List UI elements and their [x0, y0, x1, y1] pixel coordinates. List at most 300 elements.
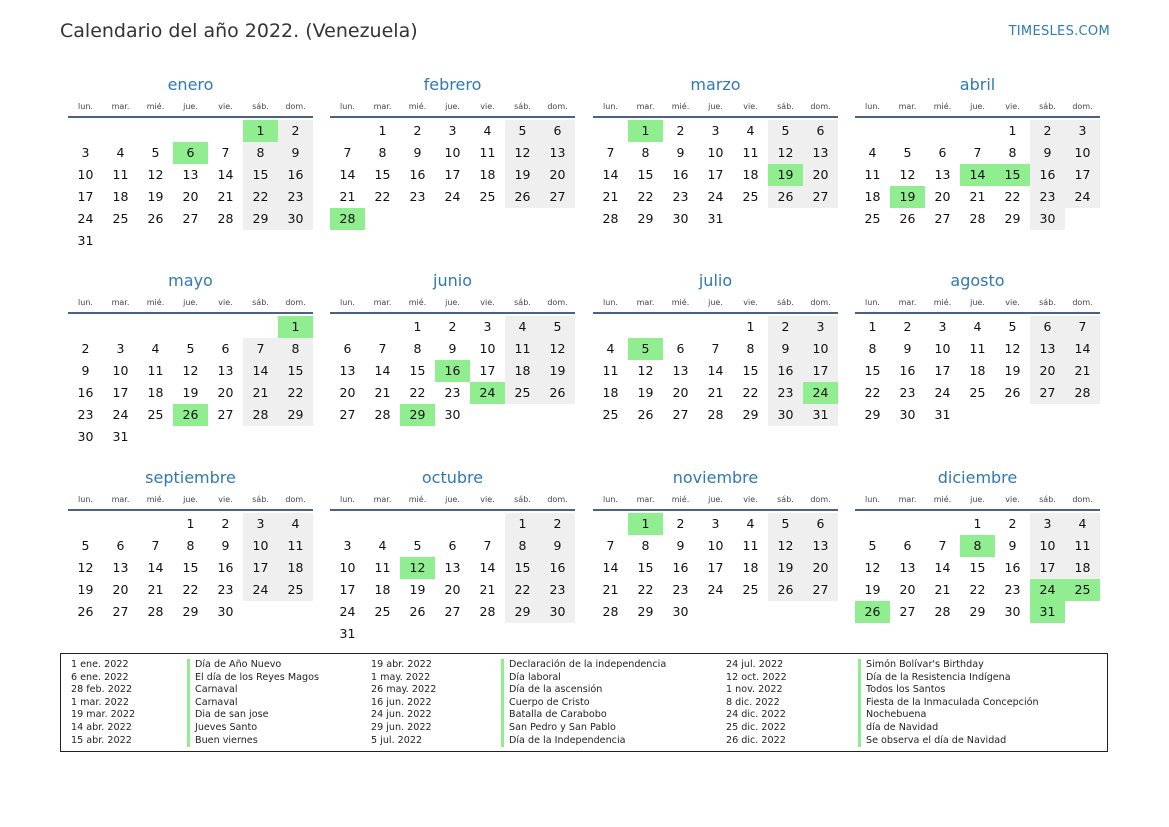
day-cell: 29: [637, 211, 654, 226]
day-cell: 7: [221, 145, 230, 160]
weekday-label: mié.: [671, 102, 690, 111]
day-cell: 3: [1030, 513, 1065, 535]
day-cell: 12: [637, 363, 654, 378]
weekday-label: lun.: [603, 495, 618, 504]
day-grid: [330, 316, 575, 426]
day-cell: 10: [1030, 535, 1065, 557]
day-cell: 9: [221, 538, 230, 553]
month-name: enero: [167, 75, 214, 94]
day-cell: 20: [899, 582, 916, 597]
day-cell: 1: [378, 123, 387, 138]
day-cell: 10: [444, 145, 461, 160]
day-cell: 12: [505, 142, 540, 164]
day-cell: 25: [505, 382, 540, 404]
day-cell: 18: [864, 189, 881, 204]
day-cell: 20: [444, 582, 461, 597]
day-cell: 2: [413, 123, 422, 138]
holiday-day-cell: 26: [855, 601, 890, 623]
weekday-label: jue.: [445, 495, 460, 504]
day-cell: 28: [934, 604, 951, 619]
day-cell: 21: [339, 189, 356, 204]
day-cell: 7: [938, 538, 947, 553]
day-cell: 10: [1065, 142, 1100, 164]
day-cell: 13: [803, 535, 838, 557]
day-cell: 13: [217, 363, 234, 378]
day-cell: 2: [540, 513, 575, 535]
day-cell: 4: [1065, 513, 1100, 535]
day-cell: 15: [742, 363, 759, 378]
day-cell: 14: [602, 560, 619, 575]
day-cell: 30: [1004, 604, 1021, 619]
day-cell: 15: [409, 363, 426, 378]
month-mayo: [68, 271, 313, 448]
day-grid: [593, 316, 838, 426]
day-cell: 10: [707, 145, 724, 160]
month-name: febrero: [423, 75, 482, 94]
weekday-header: [855, 296, 1100, 310]
day-cell: 24: [77, 211, 94, 226]
weekday-label: mié.: [408, 298, 427, 307]
header-rule: [68, 116, 313, 118]
day-cell: 12: [1004, 341, 1021, 356]
legend-holiday-name: Jueves Santo: [187, 722, 319, 735]
day-cell: 30: [444, 407, 461, 422]
day-cell: 30: [217, 604, 234, 619]
weekday-label: jue.: [708, 102, 723, 111]
weekday-label: sáb.: [514, 102, 531, 111]
legend-holiday-name: Día de la ascensión: [501, 684, 666, 697]
weekday-label: sáb.: [514, 495, 531, 504]
legend-date: 24 dic. 2022: [726, 709, 786, 721]
day-cell: 20: [339, 385, 356, 400]
day-cell: 18: [969, 363, 986, 378]
legend-date: 19 mar. 2022: [71, 709, 136, 721]
header-rule: [330, 116, 575, 118]
holiday-day-cell: 5: [628, 338, 663, 360]
day-cell: 5: [413, 538, 422, 553]
weekday-label: lun.: [340, 495, 355, 504]
day-cell: 26: [77, 604, 94, 619]
weekday-label: dom.: [1072, 298, 1093, 307]
day-cell: 30: [1030, 208, 1065, 230]
day-cell: 4: [483, 123, 492, 138]
holiday-day-cell: 1: [628, 120, 663, 142]
day-cell: 6: [903, 538, 912, 553]
weekday-label: mar.: [111, 495, 130, 504]
day-grid: [68, 120, 313, 252]
legend-date: 8 dic. 2022: [726, 696, 780, 708]
day-cell: 29: [243, 208, 278, 230]
day-cell: 23: [1004, 582, 1021, 597]
day-cell: 1: [746, 319, 755, 334]
day-cell: 1: [186, 516, 195, 531]
weekday-label: mar.: [636, 495, 655, 504]
holiday-day-cell: 24: [1030, 579, 1065, 601]
day-cell: 16: [1030, 164, 1065, 186]
day-cell: 8: [505, 535, 540, 557]
day-cell: 30: [278, 208, 313, 230]
weekday-label: vie.: [480, 298, 495, 307]
weekday-label: jue.: [183, 102, 198, 111]
day-cell: 25: [112, 211, 129, 226]
weekday-label: vie.: [480, 495, 495, 504]
month-octubre: [330, 468, 575, 645]
holiday-day-cell: 19: [890, 186, 925, 208]
day-cell: 11: [742, 145, 759, 160]
day-cell: 24: [243, 579, 278, 601]
header-rule: [593, 116, 838, 118]
day-cell: 29: [505, 601, 540, 623]
day-cell: 28: [243, 404, 278, 426]
day-cell: 10: [934, 341, 951, 356]
weekday-label: vie.: [218, 102, 233, 111]
day-cell: 13: [1030, 338, 1065, 360]
weekday-label: mar.: [111, 102, 130, 111]
day-cell: 16: [77, 385, 94, 400]
month-diciembre: [855, 468, 1100, 623]
weekday-label: jue.: [970, 102, 985, 111]
legend-holiday-name: Simón Bolívar's Birthday: [858, 659, 1039, 672]
weekday-label: mar.: [636, 298, 655, 307]
header-rule: [855, 509, 1100, 511]
empty-cell: [330, 513, 365, 535]
weekday-label: vie.: [743, 495, 758, 504]
day-cell: 14: [1065, 338, 1100, 360]
day-cell: 1: [413, 319, 422, 334]
day-cell: 5: [768, 120, 803, 142]
header-rule: [593, 509, 838, 511]
day-cell: 29: [278, 404, 313, 426]
day-cell: 11: [147, 363, 164, 378]
day-cell: 24: [707, 582, 724, 597]
weekday-label: mié.: [671, 298, 690, 307]
header-rule: [330, 312, 575, 314]
day-cell: 7: [973, 145, 982, 160]
day-cell: 6: [221, 341, 230, 356]
empty-cell: [855, 513, 890, 535]
holiday-day-cell: 24: [470, 382, 505, 404]
day-cell: 21: [969, 189, 986, 204]
day-cell: 25: [864, 211, 881, 226]
day-cell: 14: [602, 167, 619, 182]
day-cell: 10: [339, 560, 356, 575]
day-cell: 13: [444, 560, 461, 575]
header-rule: [593, 312, 838, 314]
month-name: octubre: [421, 468, 484, 487]
weekday-header: [68, 100, 313, 114]
day-cell: 7: [378, 341, 387, 356]
holiday-day-cell: 6: [173, 142, 208, 164]
holiday-day-cell: 31: [1030, 601, 1065, 623]
day-cell: 14: [217, 167, 234, 182]
weekday-label: mar.: [898, 298, 917, 307]
weekday-label: mar.: [373, 495, 392, 504]
empty-cell: [208, 316, 243, 338]
month-name: marzo: [690, 75, 741, 94]
day-grid: [855, 120, 1100, 230]
day-cell: 2: [278, 120, 313, 142]
day-cell: 3: [938, 319, 947, 334]
day-cell: 27: [339, 407, 356, 422]
empty-cell: [138, 316, 173, 338]
day-cell: 17: [243, 557, 278, 579]
weekday-header: [330, 296, 575, 310]
legend-date-column: [726, 659, 787, 747]
weekday-label: sáb.: [514, 298, 531, 307]
weekday-label: sáb.: [777, 495, 794, 504]
day-cell: 22: [409, 385, 426, 400]
day-cell: 9: [413, 145, 422, 160]
day-cell: 7: [151, 538, 160, 553]
weekday-label: lun.: [78, 495, 93, 504]
day-cell: 28: [479, 604, 496, 619]
day-cell: 25: [742, 582, 759, 597]
day-cell: 16: [672, 167, 689, 182]
day-cell: 16: [278, 164, 313, 186]
empty-cell: [855, 120, 890, 142]
day-cell: 4: [746, 516, 755, 531]
legend-date: 26 may. 2022: [371, 684, 437, 696]
day-cell: 13: [112, 560, 129, 575]
day-cell: 8: [186, 538, 195, 553]
day-cell: 13: [672, 363, 689, 378]
weekday-header: [68, 493, 313, 507]
month-name: agosto: [950, 271, 1005, 290]
day-cell: 18: [112, 189, 129, 204]
day-cell: 20: [934, 189, 951, 204]
empty-cell: [243, 316, 278, 338]
day-cell: 5: [81, 538, 90, 553]
day-cell: 6: [448, 538, 457, 553]
empty-cell: [470, 513, 505, 535]
day-cell: 2: [1030, 120, 1065, 142]
month-agosto: [855, 271, 1100, 426]
day-cell: 26: [505, 186, 540, 208]
weekday-label: mié.: [146, 102, 165, 111]
day-cell: 28: [707, 407, 724, 422]
legend-date: 5 jul. 2022: [371, 734, 423, 746]
day-cell: 3: [448, 123, 457, 138]
day-cell: 18: [505, 360, 540, 382]
weekday-header: [593, 493, 838, 507]
day-grid: [855, 513, 1100, 623]
day-cell: 4: [746, 123, 755, 138]
day-cell: 11: [1065, 535, 1100, 557]
weekday-label: mié.: [933, 495, 952, 504]
day-cell: 15: [243, 164, 278, 186]
day-cell: 13: [182, 167, 199, 182]
day-cell: 22: [505, 579, 540, 601]
day-cell: 14: [934, 560, 951, 575]
legend-date: 16 jun. 2022: [371, 696, 432, 708]
day-cell: 24: [444, 189, 461, 204]
brand-link[interactable]: TIMESLES.COM: [1008, 24, 1110, 39]
month-name: abril: [959, 75, 996, 94]
day-cell: 12: [899, 167, 916, 182]
day-cell: 15: [637, 560, 654, 575]
day-cell: 24: [934, 385, 951, 400]
day-cell: 9: [448, 341, 457, 356]
day-cell: 19: [768, 557, 803, 579]
day-cell: 31: [934, 407, 951, 422]
empty-cell: [68, 120, 103, 142]
weekday-label: sáb.: [1039, 298, 1056, 307]
day-cell: 7: [711, 341, 720, 356]
empty-cell: [628, 316, 663, 338]
weekday-label: sáb.: [777, 298, 794, 307]
weekday-label: mié.: [933, 298, 952, 307]
weekday-label: lun.: [78, 102, 93, 111]
weekday-label: vie.: [743, 102, 758, 111]
weekday-label: sáb.: [777, 102, 794, 111]
day-cell: 31: [77, 233, 94, 248]
month-name: junio: [433, 271, 472, 290]
legend-holiday-name: Carnaval: [187, 684, 319, 697]
day-cell: 14: [707, 363, 724, 378]
empty-cell: [663, 316, 698, 338]
day-cell: 27: [934, 211, 951, 226]
day-cell: 19: [505, 164, 540, 186]
day-cell: 20: [672, 385, 689, 400]
weekday-header: [593, 296, 838, 310]
month-julio: [593, 271, 838, 426]
weekday-label: lun.: [865, 298, 880, 307]
legend-holiday-name: Día laboral: [501, 672, 666, 685]
legend-holiday-name: Nochebuena: [858, 709, 1039, 722]
day-cell: 25: [147, 407, 164, 422]
day-cell: 22: [243, 186, 278, 208]
day-cell: 12: [540, 338, 575, 360]
day-cell: 17: [707, 560, 724, 575]
legend-holiday-name: Dia de san jose: [187, 709, 319, 722]
day-cell: 29: [1004, 211, 1021, 226]
day-cell: 28: [374, 407, 391, 422]
day-cell: 23: [77, 407, 94, 422]
day-cell: 2: [676, 516, 685, 531]
day-cell: 18: [374, 582, 391, 597]
day-cell: 25: [374, 604, 391, 619]
day-cell: 13: [934, 167, 951, 182]
empty-cell: [330, 120, 365, 142]
day-cell: 22: [637, 189, 654, 204]
weekday-label: jue.: [445, 298, 460, 307]
day-cell: 31: [707, 211, 724, 226]
day-cell: 15: [374, 167, 391, 182]
empty-cell: [960, 120, 995, 142]
day-cell: 7: [606, 145, 615, 160]
legend-holiday-name: Día de la Independencia: [501, 735, 666, 748]
day-cell: 10: [479, 341, 496, 356]
day-cell: 3: [116, 341, 125, 356]
day-cell: 25: [479, 189, 496, 204]
day-cell: 22: [374, 189, 391, 204]
day-cell: 4: [606, 341, 615, 356]
day-cell: 3: [711, 123, 720, 138]
weekday-label: mié.: [933, 102, 952, 111]
day-cell: 26: [409, 604, 426, 619]
legend-date: 19 abr. 2022: [371, 659, 432, 670]
legend-holiday-name: San Pedro y San Pablo: [501, 722, 666, 735]
day-cell: 14: [339, 167, 356, 182]
day-cell: 19: [1004, 363, 1021, 378]
day-cell: 26: [147, 211, 164, 226]
day-cell: 11: [602, 363, 619, 378]
weekday-header: [68, 296, 313, 310]
day-cell: 5: [505, 120, 540, 142]
day-cell: 27: [803, 186, 838, 208]
day-cell: 18: [479, 167, 496, 182]
header-rule: [855, 312, 1100, 314]
day-cell: 4: [116, 145, 125, 160]
legend-date: 1 mar. 2022: [71, 696, 129, 708]
weekday-label: mié.: [671, 495, 690, 504]
day-cell: 29: [969, 604, 986, 619]
weekday-header: [855, 493, 1100, 507]
month-marzo: [593, 75, 838, 230]
day-cell: 21: [243, 382, 278, 404]
day-cell: 17: [77, 189, 94, 204]
day-cell: 16: [1004, 560, 1021, 575]
day-cell: 28: [602, 211, 619, 226]
day-cell: 24: [112, 407, 129, 422]
day-cell: 21: [1065, 360, 1100, 382]
day-cell: 9: [278, 142, 313, 164]
day-cell: 2: [81, 341, 90, 356]
day-cell: 8: [378, 145, 387, 160]
legend-date: 25 dic. 2022: [726, 721, 786, 733]
empty-cell: [208, 120, 243, 142]
empty-cell: [365, 513, 400, 535]
day-cell: 19: [77, 582, 94, 597]
day-cell: 6: [1030, 316, 1065, 338]
day-cell: 24: [339, 604, 356, 619]
day-cell: 13: [803, 142, 838, 164]
weekday-label: dom.: [1072, 495, 1093, 504]
weekday-label: mar.: [636, 102, 655, 111]
day-cell: 25: [602, 407, 619, 422]
month-junio: [330, 271, 575, 426]
weekday-label: lun.: [340, 298, 355, 307]
holiday-day-cell: 1: [243, 120, 278, 142]
day-cell: 11: [864, 167, 881, 182]
day-cell: 30: [672, 604, 689, 619]
weekday-label: jue.: [183, 298, 198, 307]
day-cell: 28: [217, 211, 234, 226]
day-cell: 16: [768, 360, 803, 382]
day-cell: 9: [676, 145, 685, 160]
legend-name-column: [187, 659, 319, 747]
legend-date: 14 abr. 2022: [71, 721, 132, 733]
day-cell: 7: [1065, 316, 1100, 338]
day-cell: 5: [151, 145, 160, 160]
day-cell: 26: [899, 211, 916, 226]
month-name: mayo: [168, 271, 213, 290]
holiday-day-cell: 8: [960, 535, 995, 557]
day-cell: 4: [378, 538, 387, 553]
empty-cell: [365, 316, 400, 338]
day-cell: 26: [637, 407, 654, 422]
day-cell: 14: [374, 363, 391, 378]
day-cell: 10: [803, 338, 838, 360]
holiday-day-cell: 15: [995, 164, 1030, 186]
weekday-header: [330, 493, 575, 507]
holiday-day-cell: 16: [435, 360, 470, 382]
weekday-label: dom.: [810, 102, 831, 111]
holiday-day-cell: 28: [330, 208, 365, 230]
day-cell: 4: [868, 145, 877, 160]
day-cell: 21: [479, 582, 496, 597]
empty-cell: [890, 120, 925, 142]
